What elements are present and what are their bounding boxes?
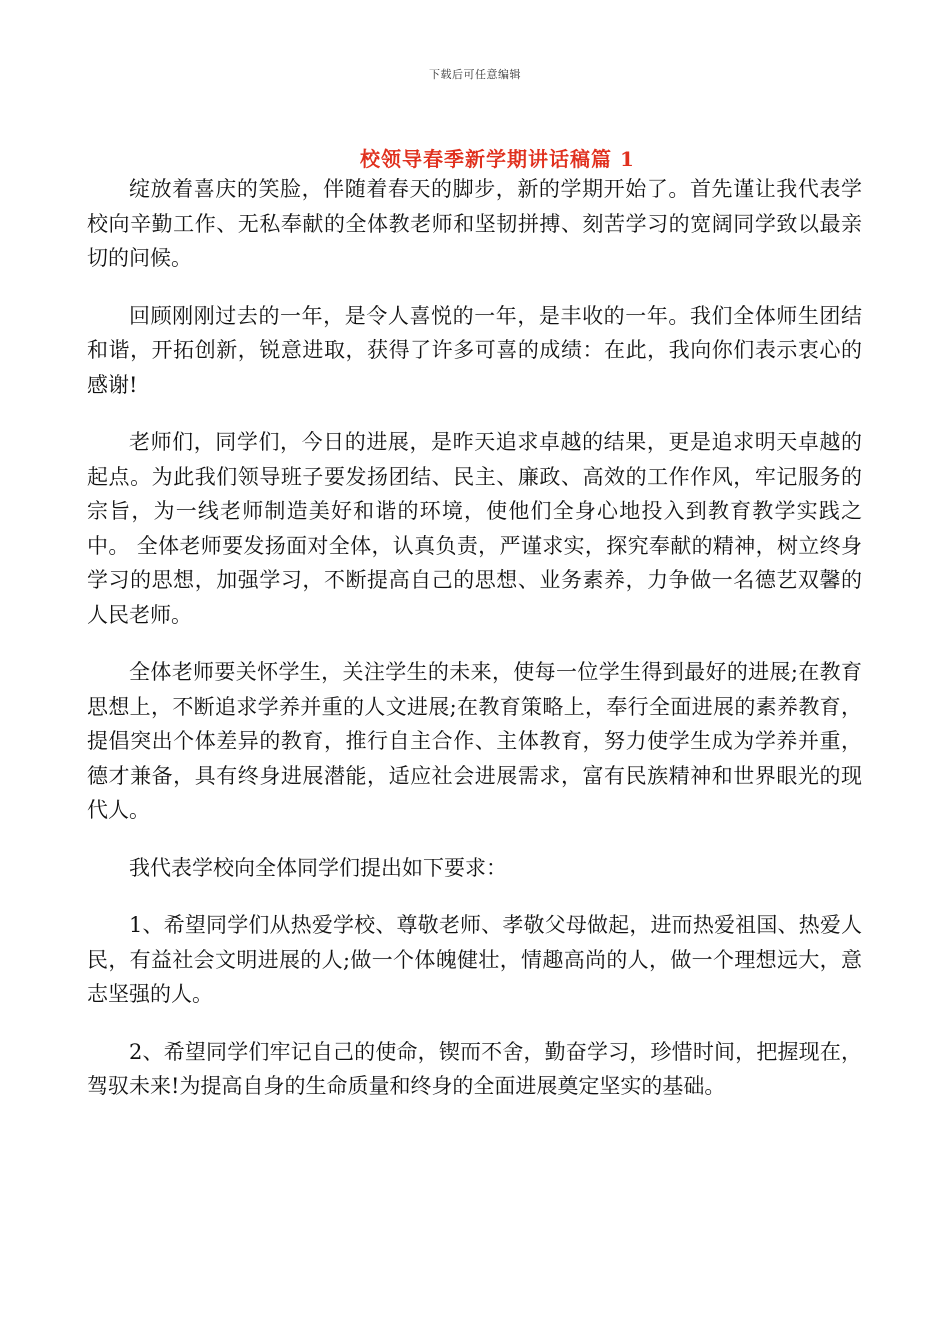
paragraph: 老师们，同学们，今日的进展，是昨天追求卓越的结果，更是追求明天卓越的起点。为此我们领导班子要发扬团结、民主、廉政、高效的工作作风，牢记服务的宗旨，为一线老师制造美好和谐的环境，使他们全身心地投入到教育教学实践之中。 全体老师要发扬面对全体，认真负责，严谨求实，探究奉献的精神，树立终身学习的思想，加强学习，不断提高自己的思想、业务素养，力争做一名德艺双馨的人民老师。 bbox=[87, 430, 862, 627]
document-title: 校领导春季新学期讲话稿篇 1 bbox=[360, 147, 635, 171]
paragraph: 2、希望同学们牢记自己的使命，锲而不舍，勤奋学习，珍惜时间，把握现在，驾驭未来!为提高自身的生命质量和终身的全面进展奠定坚实的基础。 bbox=[87, 1039, 862, 1098]
paragraph: 我代表学校向全体同学们提出如下要求： bbox=[129, 855, 507, 880]
paragraph: 1、希望同学们从热爱学校、尊敬老师、孝敬父母做起，进而热爱祖国、热爱人民，有益社会文明进展的人;做一个体魄健壮，情趣高尚的人，做一个理想远大，意志坚强的人。 bbox=[87, 913, 862, 1006]
paragraph: 全体老师要关怀学生，关注学生的未来，使每一位学生得到最好的进展;在教育思想上，不断追求学养并重的人文进展;在教育策略上，奉行全面进展的素养教育，提倡突出个体差异的教育，推行自主合作、主体教育，努力使学生成为学养并重，德才兼备，具有终身进展潜能，适应社会进展需求，富有民族精神和世界眼光的现代人。 bbox=[87, 660, 862, 822]
header-note: 下载后可任意编辑 bbox=[429, 68, 521, 81]
paragraph: 回顾刚刚过去的一年，是令人喜悦的一年，是丰收的一年。我们全体师生团结和谐，开拓创新，锐意进取，获得了许多可喜的成绩：在此，我向你们表示衷心的感谢! bbox=[87, 303, 862, 397]
paragraph: 绽放着喜庆的笑脸，伴随着春天的脚步，新的学期开始了。首先谨让我代表学校向辛勤工作、无私奉献的全体教老师和坚韧拼搏、刻苦学习的宽阔同学致以最亲切的问候。 bbox=[87, 177, 862, 270]
document-body bbox=[87, 172, 862, 1127]
